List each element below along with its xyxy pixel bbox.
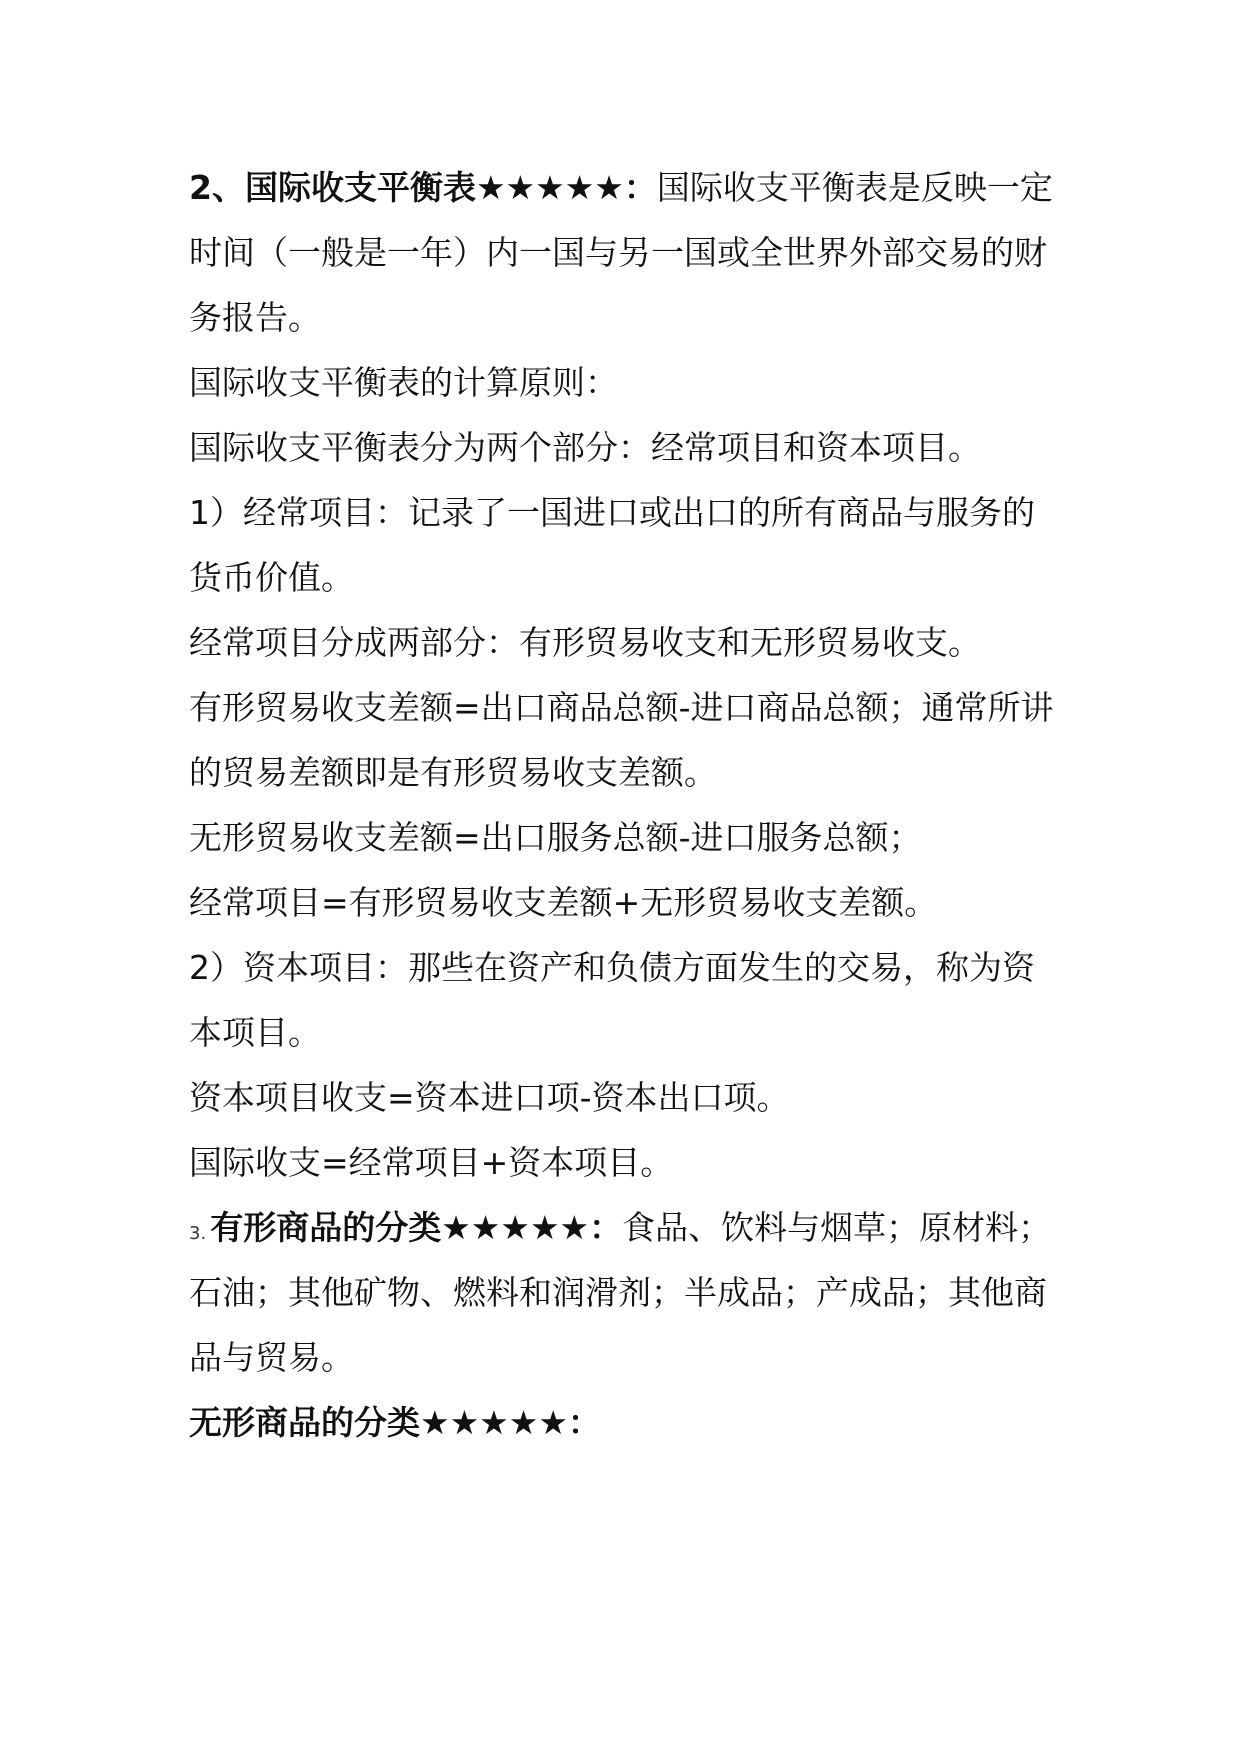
section3-line3: 品与贸易。 (189, 1338, 354, 1377)
capital-item-line1: 2）资本项目：那些在资产和负债方面发生的交易，称为资 (189, 948, 1035, 987)
section3-number: 3. (189, 1223, 207, 1244)
parts-text: 国际收支平衡表分为两个部分：经常项目和资本项目。 (189, 428, 981, 467)
section4-heading: 无形商品的分类★★★★★： (189, 1403, 601, 1442)
section3-line2: 石油；其他矿物、燃料和润滑剂；半成品；产成品；其他商 (189, 1273, 1047, 1312)
section2-line1 (189, 155, 1069, 220)
capital-formula-text: 资本项目收支=资本进口项-资本出口项。 (189, 1078, 790, 1117)
section2-text: 国际收支平衡表是反映一定 (656, 168, 1053, 207)
bop-formula-text: 国际收支=经常项目+资本项目。 (189, 1143, 674, 1182)
section3-text: 食品、饮料与烟草；原材料； (622, 1208, 1052, 1247)
document-body (189, 155, 1069, 1455)
section2-line3: 务报告。 (189, 298, 321, 337)
current-formula-text: 经常项目=有形贸易收支差额+无形贸易收支差额。 (189, 883, 938, 922)
section2-line2: 时间（一般是一年）内一国与另一国或全世界外部交易的财 (189, 233, 1047, 272)
intangible-diff-text: 无形贸易收支差额=出口服务总额-进口服务总额； (189, 818, 922, 857)
current-split-text: 经常项目分成两部分：有形贸易收支和无形贸易收支。 (189, 623, 981, 662)
tangible-diff-line2: 的贸易差额即是有形贸易收支差额。 (189, 753, 717, 792)
section3-line1 (189, 1195, 1069, 1260)
current-item-line1: 1）经常项目：记录了一国进口或出口的所有商品与服务的 (189, 493, 1035, 532)
current-item-line2: 货币价值。 (189, 558, 354, 597)
capital-item-line2: 本项目。 (189, 1013, 321, 1052)
principle-title: 国际收支平衡表的计算原则： (189, 363, 618, 402)
section2-heading: 2、国际收支平衡表★★★★★： (189, 168, 657, 207)
tangible-diff-line1: 有形贸易收支差额=出口商品总额-进口商品总额；通常所讲 (189, 688, 1054, 727)
section3-heading: 有形商品的分类★★★★★： (210, 1208, 623, 1247)
